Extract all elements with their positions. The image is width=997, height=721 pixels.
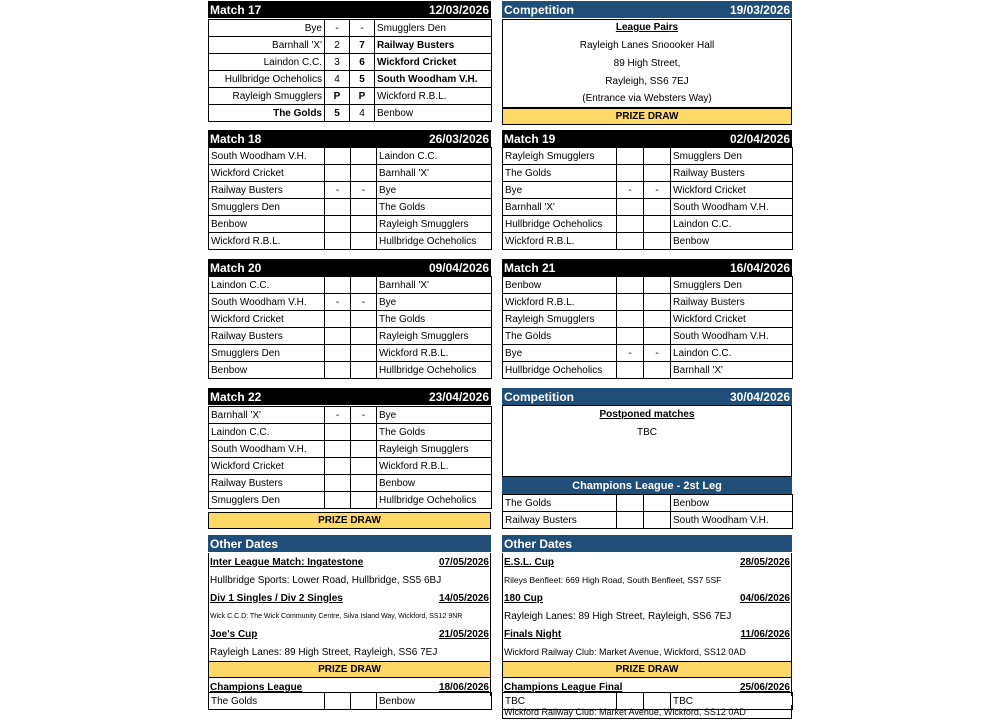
home-score [617,165,644,182]
away-score [351,345,377,362]
prize-draw-banner: PRIZE DRAW [502,108,792,125]
home-team: The Golds [209,693,325,710]
away-score [644,216,671,233]
away-team: South Woodham V.H. [671,512,793,529]
away-team: The Golds [377,199,492,216]
match-date: 23/04/2026 [428,389,489,404]
away-score [351,424,377,441]
table-row [209,71,492,88]
other-dates-right-block [502,535,792,719]
table-row [209,88,492,105]
table-row [209,182,492,199]
home-team: Laindon C.C. [209,277,325,294]
away-score [644,294,671,311]
away-team: Railway Busters [671,294,793,311]
match-date: 09/04/2026 [428,260,489,275]
home-score: 3 [325,54,350,71]
home-score [617,512,644,529]
venue-line: Rayleigh Lanes Snoooker Hall [579,40,715,51]
away-team: Wickford Cricket [671,182,793,199]
home-score [325,475,351,492]
table-row [209,148,492,165]
other-dates-header [502,535,792,552]
event-venue: Wick C.C.D: The Wick Community Centre, Silva Island Way, Wickford, SS12 9NR [210,612,463,620]
event-date: 21/05/2026 [438,628,489,640]
away-score [351,311,377,328]
competition-postponed-block [502,388,792,530]
match-22-header [208,388,491,405]
champions-league-table [208,692,492,710]
event-venue: Rayleigh Lanes: 89 High Street, Rayleigh, SS6 7EJ [210,646,438,658]
away-team: TBC [671,693,793,710]
event-row [502,553,792,571]
prize-draw-banner: PRIZE DRAW [502,661,792,678]
table-row [503,311,793,328]
match-date: 02/04/2026 [729,131,790,146]
away-score: - [644,182,671,199]
away-score [351,216,377,233]
home-team: Railway Busters [503,512,617,529]
match-title: Match 20 [210,260,262,275]
event-date: 18/06/2026 [438,681,489,693]
home-team: Wickford R.B.L. [209,233,325,250]
table-row [503,277,793,294]
match-17-header [208,1,491,18]
away-team: Wickford R.B.L. [377,458,492,475]
match-title: Match 21 [504,260,556,275]
home-score [325,277,351,294]
away-team: Benbow [671,233,793,250]
home-score: - [617,182,644,199]
home-team: Hullbridge Ocheholics [209,71,325,88]
away-team: Laindon C.C. [671,345,793,362]
away-team: Wickford R.B.L. [375,88,492,105]
match-18-header [208,130,491,147]
home-team: Hullbridge Ocheholics [503,216,617,233]
away-team: South Woodham V.H. [671,328,793,345]
away-score: - [351,407,377,424]
match-17-table [208,19,492,122]
away-score [351,475,377,492]
match-19-table [502,147,793,250]
home-team: Wickford R.B.L. [503,294,617,311]
event-venue-row [208,571,491,589]
home-score [617,311,644,328]
home-score [325,441,351,458]
home-team: The Golds [503,495,617,512]
match-21-table [502,276,793,379]
away-team: Benbow [377,693,492,710]
prize-draw-banner: PRIZE DRAW [208,512,491,529]
table-row [209,311,492,328]
event-row [502,625,792,643]
champions-league-header [502,477,792,494]
home-team: Rayleigh Smugglers [503,148,617,165]
away-team: Barnhall 'X' [377,277,492,294]
away-score [644,328,671,345]
away-team: The Golds [377,424,492,441]
away-score [644,233,671,250]
event-name: Champions League [210,681,303,693]
match-18-table [208,147,492,250]
home-team: The Golds [503,328,617,345]
event-date: 25/06/2026 [739,681,790,693]
event-row [208,589,491,607]
table-row [209,233,492,250]
away-score [351,458,377,475]
away-score [351,328,377,345]
match-20-header [208,259,491,276]
event-venue-row [502,643,792,661]
away-score [351,165,377,182]
home-team: Smugglers Den [209,492,325,509]
away-score: 4 [350,105,375,122]
away-team: Wickford Cricket [671,311,793,328]
home-team: Bye [503,345,617,362]
table-row [209,441,492,458]
competition-title: Competition [504,2,574,17]
home-score [617,277,644,294]
home-team: Benbow [209,216,325,233]
event-date: 07/05/2026 [438,556,489,568]
away-score [644,277,671,294]
table-row [503,182,793,199]
away-team: South Woodham V.H. [671,199,793,216]
event-row [502,589,792,607]
competition-header [502,1,792,18]
match-title: Match 22 [210,389,262,404]
home-team: South Woodham V.H. [209,294,325,311]
table-row [209,277,492,294]
home-score [617,328,644,345]
other-dates-left-block [208,535,491,719]
match-19-header [502,130,792,147]
table-row [503,345,793,362]
event-name: Joe's Cup [210,628,258,640]
competition-title: Competition [504,389,574,404]
event-name: 180 Cup [504,592,543,604]
match-21-block [502,259,792,383]
away-team: Hullbridge Ocheholics [377,233,492,250]
home-team: Rayleigh Smugglers [503,311,617,328]
home-score [325,458,351,475]
competition-details [502,19,792,108]
away-team: Rayleigh Smugglers [377,216,492,233]
home-team: Benbow [503,277,617,294]
event-date: 28/05/2026 [739,556,790,568]
home-score [617,216,644,233]
away-score [351,492,377,509]
away-score [351,441,377,458]
match-date: 16/04/2026 [729,260,790,275]
away-team: Laindon C.C. [377,148,492,165]
competition-header [502,388,792,405]
event-date: 04/06/2026 [739,592,790,604]
home-team: Railway Busters [209,328,325,345]
event-name: Div 1 Singles / Div 2 Singles [210,592,343,604]
table-row [209,345,492,362]
away-score [644,512,671,529]
away-score: - [644,345,671,362]
away-score [644,199,671,216]
away-score [644,495,671,512]
table-row [209,216,492,233]
match-21-header [502,259,792,276]
venue-line: 89 High Street, [613,58,681,69]
away-score [351,362,377,379]
home-score: 4 [325,71,350,88]
table-row [209,362,492,379]
home-team: The Golds [209,105,325,122]
event-venue: Rileys Benfleet: 669 High Road, South Benfleet, SS7 5SF [504,575,722,585]
home-team: Laindon C.C. [209,54,325,71]
other-dates-header [208,535,491,552]
venue-line: (Entrance via Websters Way) [582,93,712,104]
home-team: Hullbridge Ocheholics [503,362,617,379]
event-date: 14/05/2026 [438,592,489,604]
competition-note: TBC [637,427,657,438]
match-17-block [208,1,491,126]
table-row [209,37,492,54]
home-team: South Woodham V.H. [209,441,325,458]
away-team: Barnhall 'X' [377,165,492,182]
home-team: South Woodham V.H. [209,148,325,165]
home-score [325,233,351,250]
away-team: Wickford Cricket [375,54,492,71]
away-score [644,148,671,165]
match-22-block [208,388,491,530]
event-venue-row [502,705,792,719]
event-row [208,553,491,571]
away-score: - [351,294,377,311]
competition-heading: League Pairs [615,22,679,33]
home-team: Wickford Cricket [209,311,325,328]
away-team: Benbow [671,495,793,512]
event-row [208,625,491,643]
home-team: Wickford Cricket [209,458,325,475]
home-score [325,424,351,441]
match-date: 26/03/2026 [428,131,489,146]
table-row [503,495,793,512]
home-score: 5 [325,105,350,122]
away-score: - [350,20,375,37]
home-score: - [325,294,351,311]
match-title: Match 17 [210,2,262,17]
home-team: Bye [503,182,617,199]
event-venue-row [502,607,792,625]
home-team: Wickford Cricket [209,165,325,182]
away-team: Barnhall 'X' [671,362,793,379]
match-date: 12/03/2026 [428,2,489,17]
away-team: Rayleigh Smugglers [377,328,492,345]
venue-line: Rayleigh, SS6 7EJ [605,76,689,87]
competition-league-pairs-block [502,1,792,126]
away-score [351,693,377,710]
table-row [209,475,492,492]
event-date: 11/06/2026 [740,628,790,640]
home-score: - [325,407,351,424]
home-score [617,148,644,165]
away-team: South Woodham V.H. [375,71,492,88]
away-team: Laindon C.C. [671,216,793,233]
away-team: Hullbridge Ocheholics [377,362,492,379]
home-team: Barnhall 'X' [209,407,325,424]
away-team: Bye [377,407,492,424]
home-score [325,362,351,379]
table-row [209,105,492,122]
event-venue: Wickford Railway Club: Market Avenue, Wickford, SS12 0AD [504,647,746,657]
home-score [617,199,644,216]
away-team: Railway Busters [671,165,793,182]
home-team: Laindon C.C. [209,424,325,441]
home-team: Benbow [209,362,325,379]
table-row [209,424,492,441]
home-score: - [325,182,351,199]
table-row [209,20,492,37]
match-19-block [502,130,792,254]
away-score: 7 [350,37,375,54]
home-score: - [325,20,350,37]
prize-draw-banner: PRIZE DRAW [208,661,491,678]
home-score [325,311,351,328]
away-score: 5 [350,71,375,88]
home-team: Barnhall 'X' [209,37,325,54]
home-team: Wickford R.B.L. [503,233,617,250]
home-team: TBC [503,693,617,710]
away-score [644,311,671,328]
home-score [617,233,644,250]
competition-date: 30/04/2026 [729,389,790,404]
match-title: Match 19 [504,131,556,146]
champions-league-title: Champions League - 2st Leg [572,479,722,492]
home-team: Smugglers Den [209,345,325,362]
home-score [325,328,351,345]
event-venue-row [502,571,792,589]
table-row [503,362,793,379]
event-name: Inter League Match: Ingatestone [210,556,364,568]
home-score [325,492,351,509]
away-score [351,199,377,216]
home-team: Rayleigh Smugglers [209,88,325,105]
match-18-block [208,130,491,254]
table-row [209,407,492,424]
competition-heading: Postponed matches [599,409,695,420]
table-row [503,216,793,233]
home-score [325,199,351,216]
away-score: P [350,88,375,105]
home-score [325,148,351,165]
event-venue-row [208,643,491,661]
home-score: - [617,345,644,362]
home-team: Bye [209,20,325,37]
away-score [351,277,377,294]
table-row [209,693,492,710]
table-row [503,328,793,345]
away-team: Benbow [375,105,492,122]
home-score [325,216,351,233]
table-row [209,165,492,182]
competition-details [502,405,792,477]
other-dates-title: Other Dates [504,536,573,551]
home-score [325,345,351,362]
table-row [503,148,793,165]
table-row [209,199,492,216]
away-score: 6 [350,54,375,71]
away-score [351,233,377,250]
table-row [209,492,492,509]
home-score: 2 [325,37,350,54]
match-20-block [208,259,491,383]
event-venue: Rayleigh Lanes: 89 High Street, Rayleigh, SS6 7EJ [504,610,732,622]
table-row [209,458,492,475]
table-row [209,328,492,345]
home-team: Barnhall 'X' [503,199,617,216]
home-score [617,495,644,512]
home-score: P [325,88,350,105]
table-row [503,294,793,311]
away-team: The Golds [377,311,492,328]
event-name: Champions League Final [504,681,623,693]
away-team: Bye [377,182,492,199]
champions-league-table [502,494,793,529]
event-venue: Wickford Railway Club: Market Avenue, Wickford, SS12 0AD [504,706,746,717]
away-team: Wickford R.B.L. [377,345,492,362]
away-score [644,165,671,182]
competition-date: 19/03/2026 [729,2,790,17]
event-name: E.S.L. Cup [504,556,554,568]
table-row [209,294,492,311]
home-score [617,294,644,311]
table-row [503,512,793,529]
home-score [325,165,351,182]
home-team: Railway Busters [209,182,325,199]
match-20-table [208,276,492,379]
match-22-table [208,406,492,509]
away-score [644,362,671,379]
table-row [503,233,793,250]
away-team: Railway Busters [375,37,492,54]
home-team: Smugglers Den [209,199,325,216]
away-score: - [351,182,377,199]
event-venue-row [208,607,491,625]
home-team: Railway Busters [209,475,325,492]
away-score [351,148,377,165]
home-score [617,362,644,379]
event-name: Finals Night [504,628,562,640]
away-team: Benbow [377,475,492,492]
match-title: Match 18 [210,131,262,146]
away-team: Smugglers Den [671,148,793,165]
away-team: Smugglers Den [375,20,492,37]
home-team: The Golds [503,165,617,182]
away-team: Rayleigh Smugglers [377,441,492,458]
table-row [209,54,492,71]
table-row [503,165,793,182]
event-venue: Hullbridge Sports: Lower Road, Hullbridge, SS5 6BJ [210,574,442,586]
home-score [325,693,351,710]
away-team: Bye [377,294,492,311]
other-dates-title: Other Dates [210,536,279,551]
away-team: Smugglers Den [671,277,793,294]
table-row [503,199,793,216]
away-team: Hullbridge Ocheholics [377,492,492,509]
